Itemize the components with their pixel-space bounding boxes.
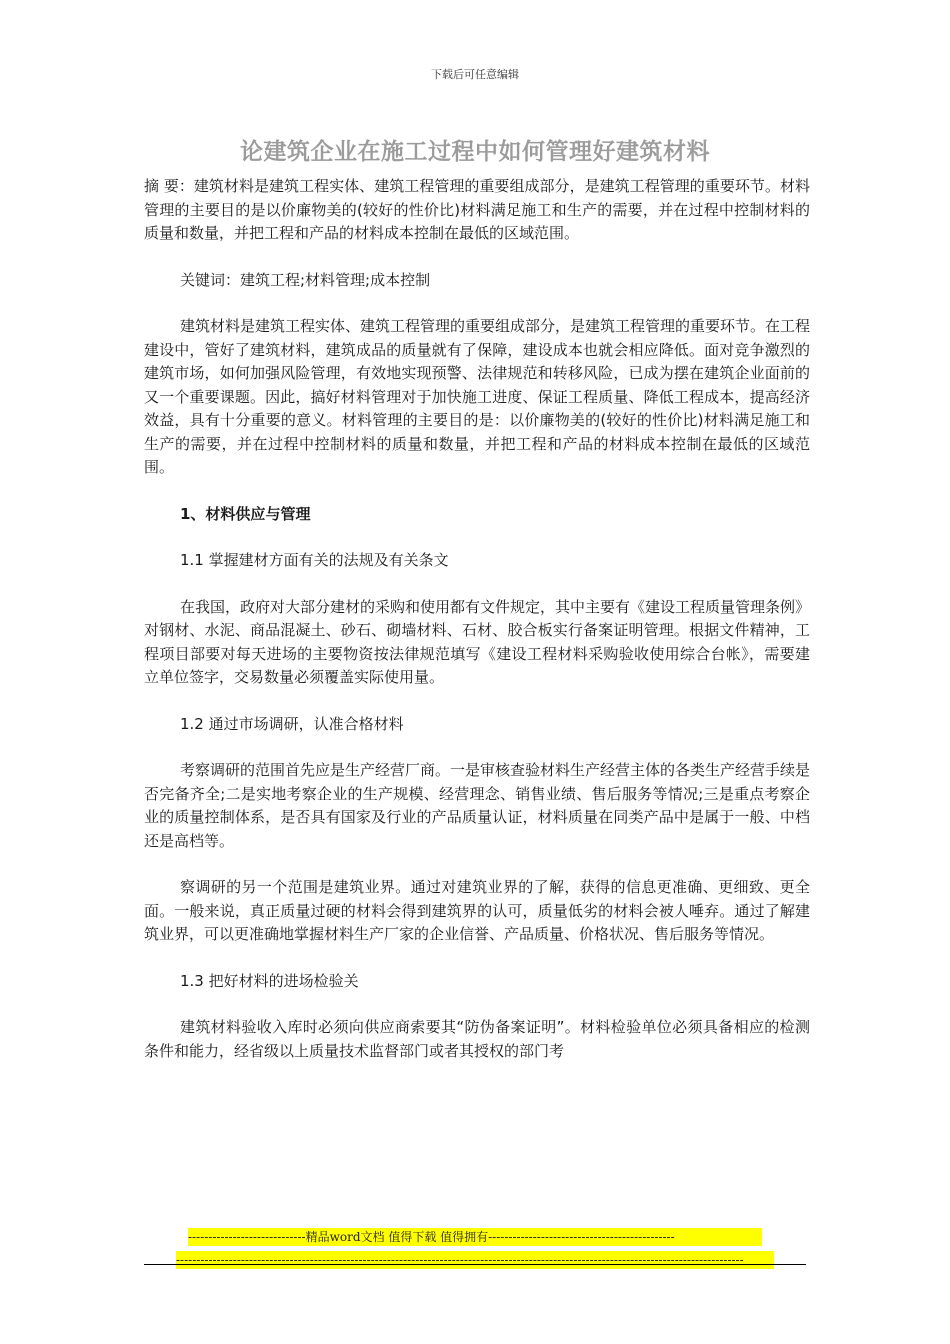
subsection-heading: 1.3 把好材料的进场检验关 bbox=[180, 971, 359, 990]
body-paragraph: 建筑材料验收入库时必须向供应商索要其“防伪备案证明”。材料检验单位必须具备相应的检测条件和能力，经省级以上质量技术监督部门或者其授权的部门考 bbox=[144, 1018, 810, 1060]
header-note: 下载后可任意编辑 bbox=[431, 68, 519, 81]
footer-divider bbox=[144, 1264, 806, 1265]
footer-banner bbox=[144, 1228, 806, 1274]
abstract-paragraph: 摘 要：建筑材料是建筑工程实体、建筑工程管理的重要组成部分，是建筑工程管理的重要环节。材料管理的主要目的是以价廉物美的(较好的性价比)材料满足施工和生产的需要，并在过程中控制材料的质量和数量，并把工程和产品的材料成本控制在最低的区域范围。 bbox=[144, 177, 810, 242]
body-paragraph: 察调研的另一个范围是建筑业界。通过对建筑业界的了解，获得的信息更准确、更细致、更全面。一般来说，真正质量过硬的材料会得到建筑界的认可，质量低劣的材料会被人唾弃。通过了解建筑业界，可以更准确地掌握材料生产厂家的企业信誉、产品质量、价格状况、售后服务等情况。 bbox=[144, 878, 810, 943]
body-paragraph: 考察调研的范围首先应是生产经营厂商。一是审核查验材料生产经营主体的各类生产经营手续是否完备齐全;二是实地考察企业的生产规模、经营理念、销售业绩、售后服务等情况;三是重点考察企业的质量控制体系，是否具有国家及行业的产品质量认证，材料质量在同类产品中是属于一般、中档还是高档等。 bbox=[144, 761, 811, 850]
document-title: 论建筑企业在施工过程中如何管理好建筑材料 bbox=[240, 139, 710, 165]
subsection-heading: 1.2 通过市场调研，认准合格材料 bbox=[180, 714, 404, 733]
footer-line-2: -------------------------------------------------------------------------------------------------------------------------------------------- bbox=[176, 1251, 774, 1269]
footer-line-1: -----------------------------精品word文档 值得下载 值得拥有---------------------------------------------- bbox=[188, 1228, 762, 1246]
intro-paragraph: 建筑材料是建筑工程实体、建筑工程管理的重要组成部分，是建筑工程管理的重要环节。在工程建设中，管好了建筑材料，建筑成品的质量就有了保障，建设成本也就会相应降低。面对竞争激烈的建筑市场，如何加强风险管理，有效地实现预警、法律规范和转移风险，已成为摆在建筑企业面前的又一个重要课题。因此，搞好材料管理对于加快施工进度、保证工程质量、降低工程成本，提高经济效益，具有十分重要的意义。材料管理的主要目的是：以价廉物美的(较好的性价比)材料满足施工和生产的需要，并在过程中控制材料的质量和数量，并把工程和产品的材料成本控制在最低的区域范围。 bbox=[144, 317, 811, 476]
subsection-heading: 1.1 掌握建材方面有关的法规及有关条文 bbox=[180, 551, 449, 569]
keywords-paragraph: 关键词：建筑工程;材料管理;成本控制 bbox=[180, 270, 431, 289]
body-paragraph: 在我国，政府对大部分建材的采购和使用都有文件规定，其中主要有《建设工程质量管理条例》对钢材、水泥、商品混凝土、砂石、砌墙材料、石材、胶合板实行备案证明管理。根据文件精神，工程项目部要对每天进场的主要物资按法律规范填写《建设工程材料采购验收使用综合台帐》，需要建立单位签字，交易数量必须覆盖实际使用量。 bbox=[144, 597, 811, 686]
section-heading: 1、材料供应与管理 bbox=[180, 504, 311, 523]
document-body bbox=[144, 175, 810, 1063]
